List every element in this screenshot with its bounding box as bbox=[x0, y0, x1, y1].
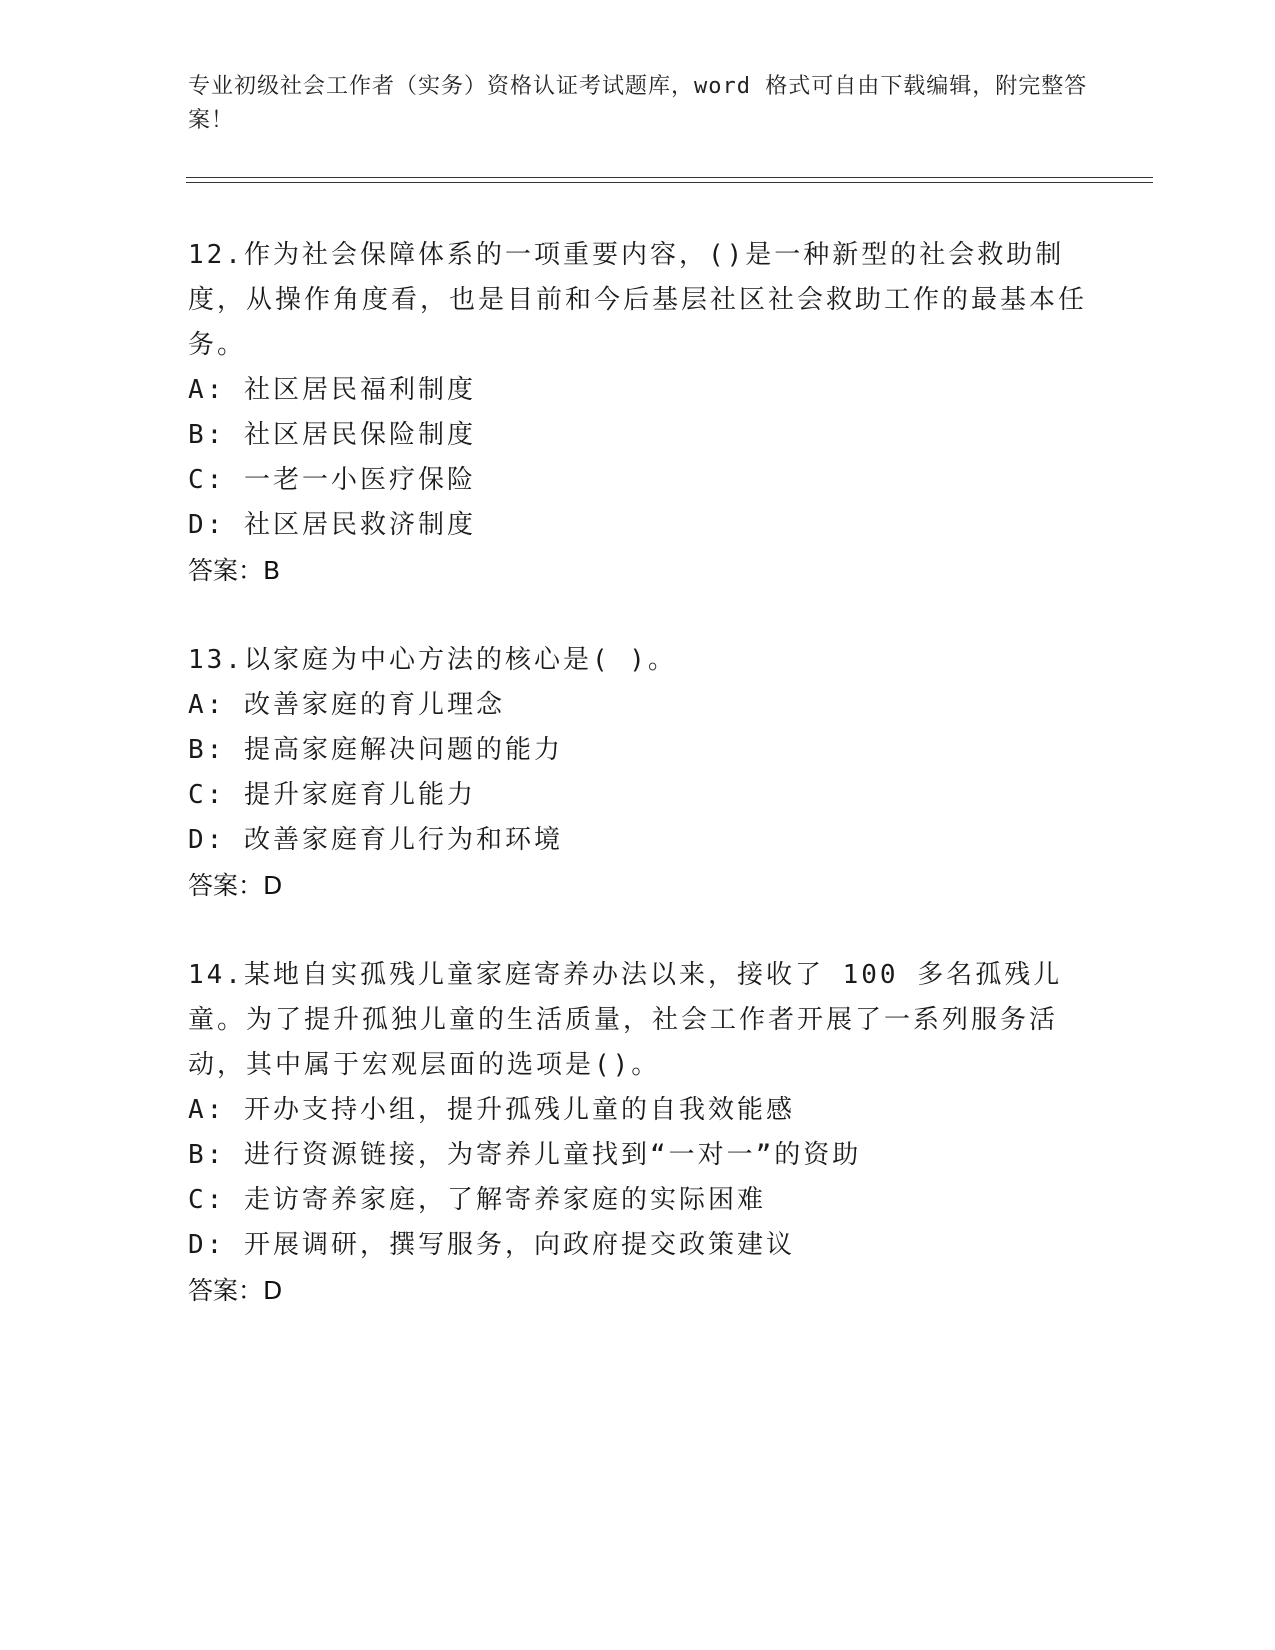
question-text: 以家庭为中心方法的核心是( )。 bbox=[243, 645, 677, 675]
option-text: 走访寄养家庭，了解寄养家庭的实际困难 bbox=[243, 1185, 766, 1215]
question-stem bbox=[188, 233, 1088, 368]
option-text: 提升家庭育儿能力 bbox=[243, 780, 476, 810]
document-header bbox=[188, 70, 1088, 138]
question-text: 某地自实孤残儿童家庭寄养办法以来，接收了 100 多名孤残儿童。为了提升孤独儿童的生活质量，社会工作者开展了一系列服务活动，其中属于宏观层面的选项是()。 bbox=[188, 960, 1063, 1080]
question-stem bbox=[188, 638, 1088, 683]
header-text: 专业初级社会工作者（实务）资格认证考试题库，word 格式可自由下载编辑，附完整答案！ bbox=[188, 74, 1088, 133]
option-d bbox=[188, 818, 1088, 863]
question-stem bbox=[188, 953, 1088, 1088]
option-key: D: bbox=[188, 825, 226, 855]
option-key: D: bbox=[188, 1230, 226, 1260]
option-text: 改善家庭的育儿理念 bbox=[243, 690, 505, 720]
answer-line: 答案：B bbox=[188, 556, 281, 585]
option-key: B: bbox=[188, 1140, 226, 1170]
option-b bbox=[188, 728, 1088, 773]
option-a bbox=[188, 683, 1088, 728]
option-text: 社区居民福利制度 bbox=[243, 375, 476, 405]
question-13 bbox=[188, 638, 1088, 908]
option-text: 社区居民保险制度 bbox=[243, 420, 476, 450]
option-key: B: bbox=[188, 420, 226, 450]
option-text: 进行资源链接，为寄养儿童找到“一对一”的资助 bbox=[243, 1140, 862, 1170]
answer-line: 答案：D bbox=[188, 871, 283, 900]
option-a bbox=[188, 1088, 1088, 1133]
question-number: 14. bbox=[188, 960, 244, 990]
option-key: A: bbox=[188, 375, 226, 405]
option-text: 社区居民救济制度 bbox=[243, 510, 476, 540]
option-text: 开办支持小组，提升孤残儿童的自我效能感 bbox=[243, 1095, 795, 1125]
option-key: C: bbox=[188, 1185, 226, 1215]
question-14 bbox=[188, 953, 1088, 1313]
option-key: B: bbox=[188, 735, 226, 765]
option-d bbox=[188, 1223, 1088, 1268]
option-text: 提高家庭解决问题的能力 bbox=[243, 735, 563, 765]
header-divider-top bbox=[186, 177, 1153, 178]
option-key: D: bbox=[188, 510, 226, 540]
option-a bbox=[188, 368, 1088, 413]
option-b bbox=[188, 1133, 1088, 1178]
option-c bbox=[188, 1178, 1088, 1223]
option-key: C: bbox=[188, 780, 226, 810]
option-key: A: bbox=[188, 690, 226, 720]
option-text: 改善家庭育儿行为和环境 bbox=[243, 825, 563, 855]
header-divider-bottom bbox=[186, 182, 1153, 183]
option-key: A: bbox=[188, 1095, 226, 1125]
question-12 bbox=[188, 233, 1088, 593]
question-number: 13. bbox=[188, 645, 244, 675]
option-d bbox=[188, 503, 1088, 548]
question-list bbox=[188, 233, 1088, 1358]
question-number: 12. bbox=[188, 240, 244, 270]
option-b bbox=[188, 413, 1088, 458]
question-text: 作为社会保障体系的一项重要内容，()是一种新型的社会救助制度，从操作角度看，也是目前和今后基层社区社会救助工作的最基本任务。 bbox=[188, 240, 1088, 360]
option-text: 开展调研，撰写服务，向政府提交政策建议 bbox=[243, 1230, 795, 1260]
answer-line: 答案：D bbox=[188, 1276, 283, 1305]
option-text: 一老一小医疗保险 bbox=[243, 465, 476, 495]
option-c bbox=[188, 458, 1088, 503]
option-c bbox=[188, 773, 1088, 818]
option-key: C: bbox=[188, 465, 226, 495]
